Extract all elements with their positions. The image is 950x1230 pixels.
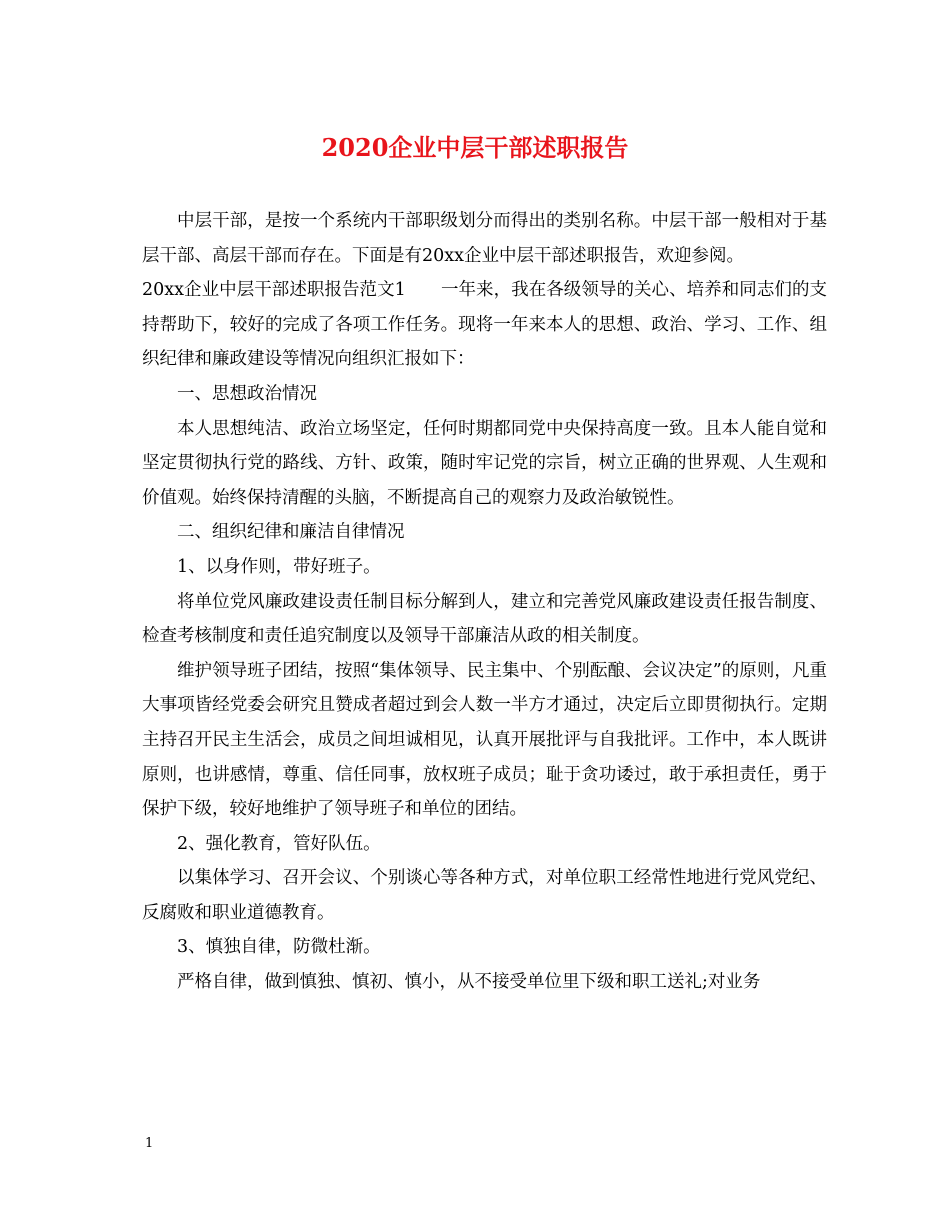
- subsection-heading: 1、以身作则，带好班子。: [177, 556, 381, 577]
- paragraph: 20xx企业中层干部述职报告范文1 一年来，我在各级领导的关心、培养和同志们的支持帮助下，较好的完成了各项工作任务。现将一年来本人的思想、政治、学习、工作、组织纪律和廉政建设等情况向组织汇报如下：: [142, 280, 827, 370]
- document-body: [142, 204, 827, 1000]
- subsection-heading: 2、强化教育，管好队伍。: [177, 833, 381, 854]
- paragraph: 以集体学习、召开会议、个别谈心等各种方式，对单位职工经常性地进行党风党纪、反腐败和职业道德教育。: [142, 868, 827, 923]
- section-heading: 一、思想政治情况: [177, 383, 317, 404]
- page-number: 1: [145, 1136, 154, 1151]
- paragraph: 中层干部，是按一个系统内干部职级划分而得出的类别名称。中层干部一般相对于基层干部、高层干部而存在。下面是有20xx企业中层干部述职报告，欢迎参阅。: [142, 211, 827, 266]
- paragraph: 本人思想纯洁、政治立场坚定，任何时期都同党中央保持高度一致。且本人能自觉和坚定贯彻执行党的路线、方针、政策，随时牢记党的宗旨，树立正确的世界观、人生观和价值观。始终保持清醒的头脑，不断提高自己的观察力及政治敏锐性。: [142, 418, 827, 508]
- paragraph: 将单位党风廉政建设责任制目标分解到人，建立和完善党风廉政建设责任报告制度、检查考核制度和责任追究制度以及领导干部廉洁从政的相关制度。: [142, 591, 827, 647]
- paragraph: 严格自律，做到慎独、慎初、慎小，从不接受单位里下级和职工送礼;对业务: [177, 972, 761, 993]
- document-title: 2020企业中层干部述职报告: [321, 133, 629, 162]
- paragraph: 维护领导班子团结，按照“集体领导、民主集中、个别酝酿、会议决定”的原则，凡重大事项皆经党委会研究且赞成者超过到会人数一半方才通过，决定后立即贯彻执行。定期主持召开民主生活会，成员之间坦诚相见，认真开展批评与自我批评。工作中，本人既讲原则，也讲感情，尊重、信任同事，放权班子成员；耻于贪功诿过，敢于承担责任，勇于保护下级，较好地维护了领导班子和单位的团结。: [142, 660, 827, 820]
- section-heading: 二、组织纪律和廉洁自律情况: [177, 522, 405, 543]
- subsection-heading: 3、慎独自律，防微杜渐。: [177, 937, 381, 958]
